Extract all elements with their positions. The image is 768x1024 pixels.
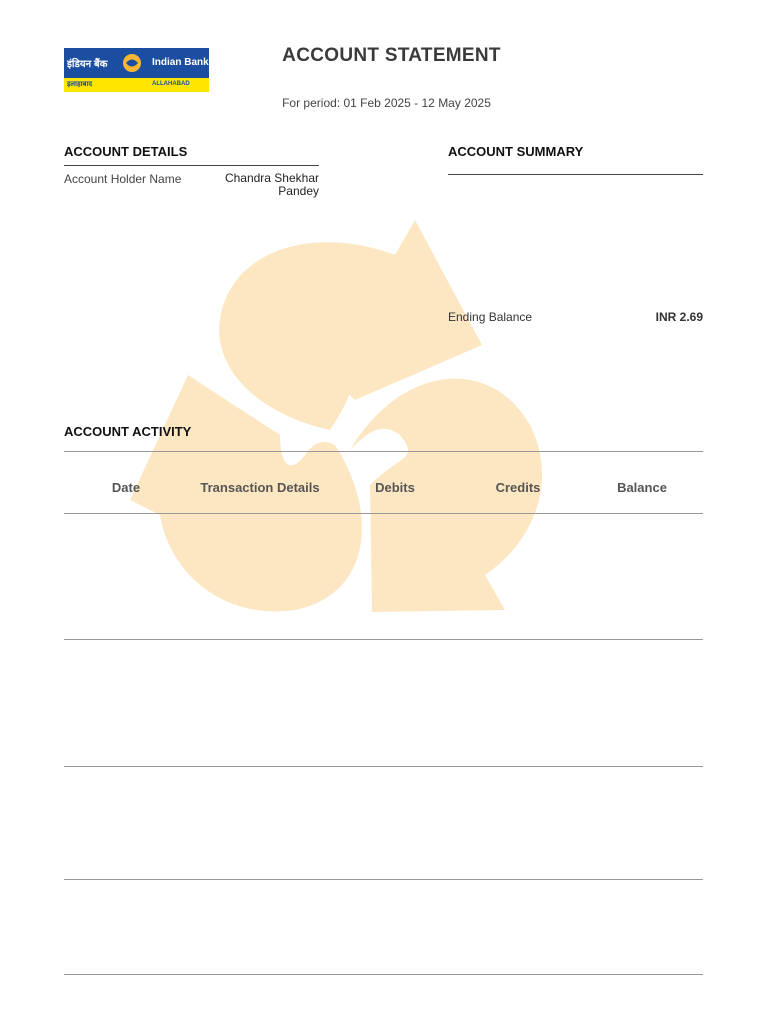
table-top-rule	[64, 451, 703, 452]
ending-balance-value: INR 2.69	[655, 310, 703, 324]
account-details-heading: ACCOUNT DETAILS	[64, 144, 188, 159]
column-header-balance: Balance	[617, 480, 667, 495]
table-header-rule	[64, 513, 703, 514]
page-title: ACCOUNT STATEMENT	[282, 45, 501, 66]
divider	[64, 165, 319, 166]
table-row-divider	[64, 639, 703, 640]
watermark-logo	[130, 215, 560, 615]
account-summary-heading: ACCOUNT SUMMARY	[448, 144, 584, 159]
logo-hindi-name: इंडियन बैंक	[67, 59, 108, 70]
statement-period: For period: 01 Feb 2025 - 12 May 2025	[282, 96, 491, 110]
bank-emblem-icon	[120, 53, 144, 73]
divider	[448, 174, 703, 175]
ending-balance-label: Ending Balance	[448, 310, 533, 324]
logo-hindi-sub: इलाहाबाद	[67, 81, 93, 88]
logo-english-name: Indian Bank	[152, 57, 209, 68]
table-row-divider	[64, 879, 703, 880]
column-header-date: Date	[111, 480, 141, 495]
table-row-divider	[64, 766, 703, 767]
account-activity-heading: ACCOUNT ACTIVITY	[64, 424, 192, 439]
account-holder-value: Chandra Shekhar Pandey	[224, 171, 319, 198]
table-row-divider	[64, 974, 703, 975]
bank-logo	[64, 48, 209, 92]
column-header-debits: Debits	[375, 480, 415, 495]
column-header-credits: Credits	[495, 480, 541, 495]
account-holder-label: Account Holder Name	[64, 172, 182, 186]
logo-english-sub: ALLAHABAD	[152, 81, 190, 87]
column-header-transaction-details: Transaction Details	[200, 480, 320, 495]
